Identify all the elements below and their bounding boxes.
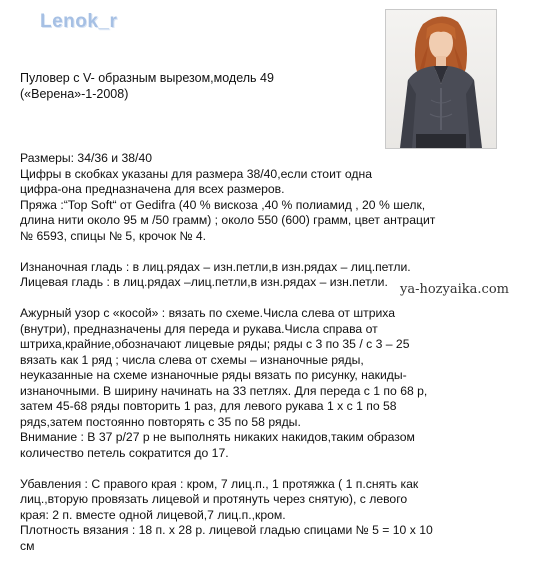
spacer <box>20 244 525 260</box>
text-line: длина нити около 95 м /50 грамм) ; около 550 (600) грамм, цвет антрацит <box>20 213 436 227</box>
text-line: Лицевая гладь : в лиц.рядах –лиц.петли,в изн.рядах – изн.петли. <box>20 275 388 289</box>
watermark-top: Lenok_r <box>40 11 118 32</box>
text-line: см <box>20 538 35 553</box>
spacer <box>20 461 525 477</box>
paragraph-lace-pattern <box>20 306 525 461</box>
text-line: Плотность вязания : 18 п. х 28 р. лицевой гладью спицами № 5 = 10 х 10 <box>20 523 433 537</box>
text-line: цифра-она предназначена для всех размеров. <box>20 182 285 196</box>
text-line: лиц.,вторую провязать лицевой и протянуть через снятую), с левого <box>20 492 408 506</box>
text-line: № 6593, спицы № 5, крочок № 4. <box>20 228 207 243</box>
text-line: рядs,затем постоянно повторять с 35 по 58 ряды. <box>20 414 301 429</box>
text-line: края: 2 п. вместе одной лицевой,7 лиц.п.,кром. <box>20 507 286 522</box>
text-line: Размеры: 34/36 и 38/40 <box>20 151 152 165</box>
text-line: вязать как 1 ряд ; числа слева от схемы – изнаночные ряды, <box>20 352 364 367</box>
text-line: неуказанные на схеме изнаночные ряды вязать по рисунку, накиды- <box>20 368 407 382</box>
text-line: Внимание : В 37 р/27 р не выполнять никаких накидов,таким образом <box>20 430 415 444</box>
text-line: Убавления : С правого края : кром, 7 лиц.п., 1 протяжка ( 1 п.снять как <box>20 476 419 491</box>
pattern-instructions <box>20 151 525 554</box>
model-photo <box>385 9 497 149</box>
watermark-site: ya-hozyaika.com <box>400 282 509 297</box>
text-line: (внутри), предназначены для переда и рукава.Числа справа от <box>20 321 378 336</box>
text-line: Ажурный узор с «косой» : вязать по схеме.Числа слева от штриха <box>20 306 396 320</box>
pattern-title <box>20 70 370 101</box>
text-line: Пряжа :“Top Soft“ от Gedifra (40 % вискоза ,40 % полиамид , 20 % шелк, <box>20 197 426 212</box>
text-line: штриха,крайние,обозначают лицевые ряды; ряды с 3 по 35 / с 3 – 25 <box>20 337 410 351</box>
text-line: количество петель сократится до 17. <box>20 445 229 460</box>
paragraph-sizes-yarn <box>20 151 525 244</box>
text-line: изнаночными. В ширину начинать на 33 петлях. Для переда с 1 по 68 р, <box>20 383 428 398</box>
text-line: Изнаночная гладь : в лиц.рядах – изн.петли,в изн.рядах – лиц.петли. <box>20 259 411 274</box>
title-line: («Верена»-1-2008) <box>20 86 129 101</box>
text-line: затем 45-68 ряды повторить 1 раз, для левого рукава 1 х с 1 по 58 <box>20 399 397 413</box>
paragraph-decreases <box>20 477 525 555</box>
title-line: Пуловер с V- образным вырезом,модель 49 <box>20 71 274 85</box>
text-line: Цифры в скобках указаны для размера 38/40,если стоит одна <box>20 166 372 181</box>
